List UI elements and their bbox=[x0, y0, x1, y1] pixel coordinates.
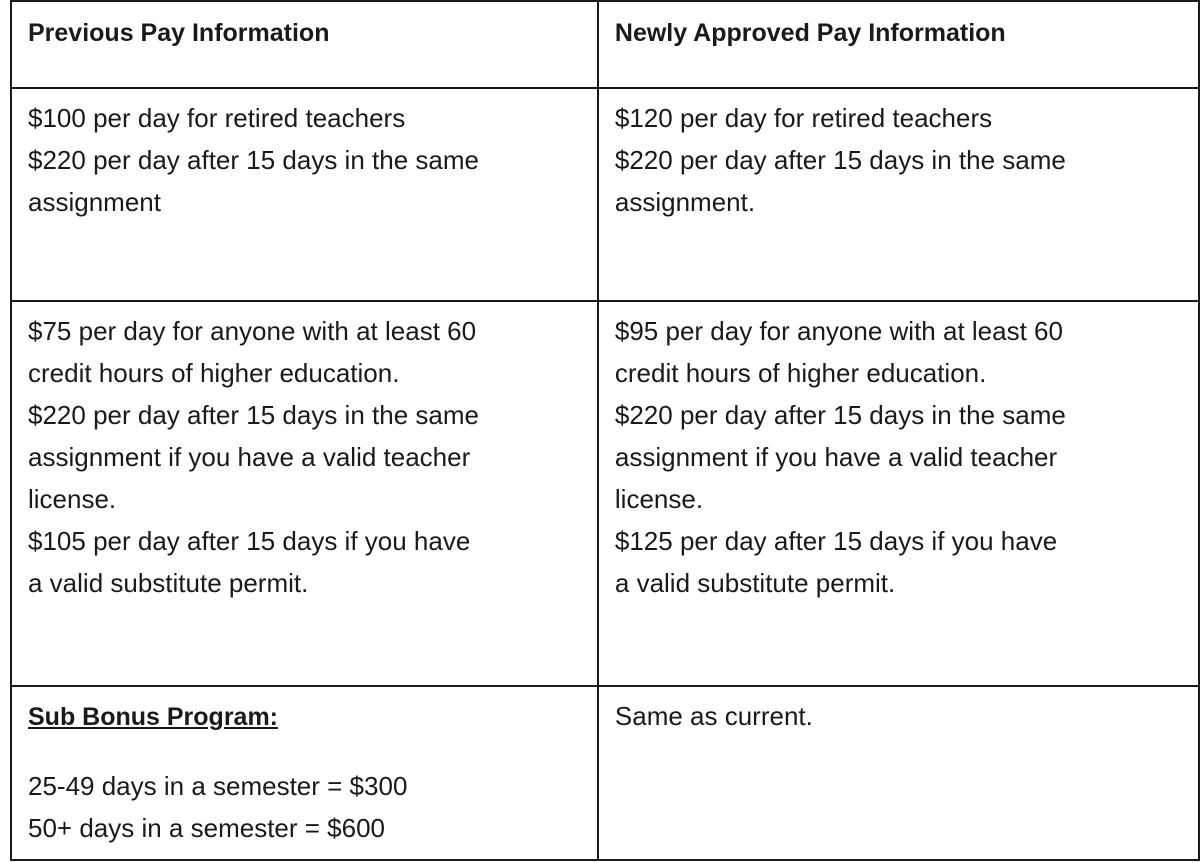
cell-line: $100 per day for retired teachers bbox=[28, 103, 406, 133]
bonus-line: 25-49 days in a semester = $300 bbox=[28, 771, 408, 801]
header-new-pay: Newly Approved Pay Information bbox=[598, 1, 1199, 88]
cell-line: $75 per day for anyone with at least 60 bbox=[28, 316, 477, 346]
cell-new-general bbox=[598, 301, 1199, 686]
cell-line: $220 per day after 15 days in the same bbox=[614, 145, 1066, 175]
pay-comparison-table bbox=[10, 0, 1200, 861]
cell-line: $220 per day after 15 days in the same bbox=[28, 400, 479, 430]
cell-line: license. bbox=[614, 484, 704, 514]
cell-line: $220 per day after 15 days in the same bbox=[614, 400, 1066, 430]
bonus-spacer bbox=[28, 737, 583, 765]
cell-line: assignment if you have a valid teacher bbox=[614, 442, 1058, 472]
cell-previous-bonus bbox=[11, 686, 598, 860]
cell-line: $120 per day for retired teachers bbox=[614, 103, 993, 133]
cell-line: $125 per day after 15 days if you have bbox=[614, 526, 1058, 556]
cell-line: a valid substitute permit. bbox=[614, 568, 896, 598]
bonus-heading: Sub Bonus Program: bbox=[28, 703, 279, 731]
cell-line: license. bbox=[28, 484, 117, 514]
cell-previous-general bbox=[11, 301, 598, 686]
table-header-row bbox=[11, 1, 1199, 88]
cell-line: credit hours of higher education. bbox=[28, 358, 400, 388]
table-row bbox=[11, 686, 1199, 860]
cell-previous-retired bbox=[11, 88, 598, 301]
cell-line: credit hours of higher education. bbox=[614, 358, 987, 388]
cell-new-bonus: Same as current. bbox=[598, 686, 1199, 860]
cell-line: $220 per day after 15 days in the same bbox=[28, 145, 479, 175]
cell-line: a valid substitute permit. bbox=[28, 568, 309, 598]
cell-line: assignment bbox=[28, 187, 161, 217]
cell-line: assignment. bbox=[614, 187, 756, 217]
table-row bbox=[11, 88, 1199, 301]
bonus-lines bbox=[28, 765, 583, 849]
header-previous-pay: Previous Pay Information bbox=[11, 1, 598, 88]
cell-line: $105 per day after 15 days if you have bbox=[28, 526, 471, 556]
cell-line: $95 per day for anyone with at least 60 bbox=[614, 316, 1063, 346]
cell-line: assignment if you have a valid teacher bbox=[28, 442, 471, 472]
table-row bbox=[11, 301, 1199, 686]
cell-new-retired bbox=[598, 88, 1199, 301]
bonus-line: 50+ days in a semester = $600 bbox=[28, 813, 386, 843]
